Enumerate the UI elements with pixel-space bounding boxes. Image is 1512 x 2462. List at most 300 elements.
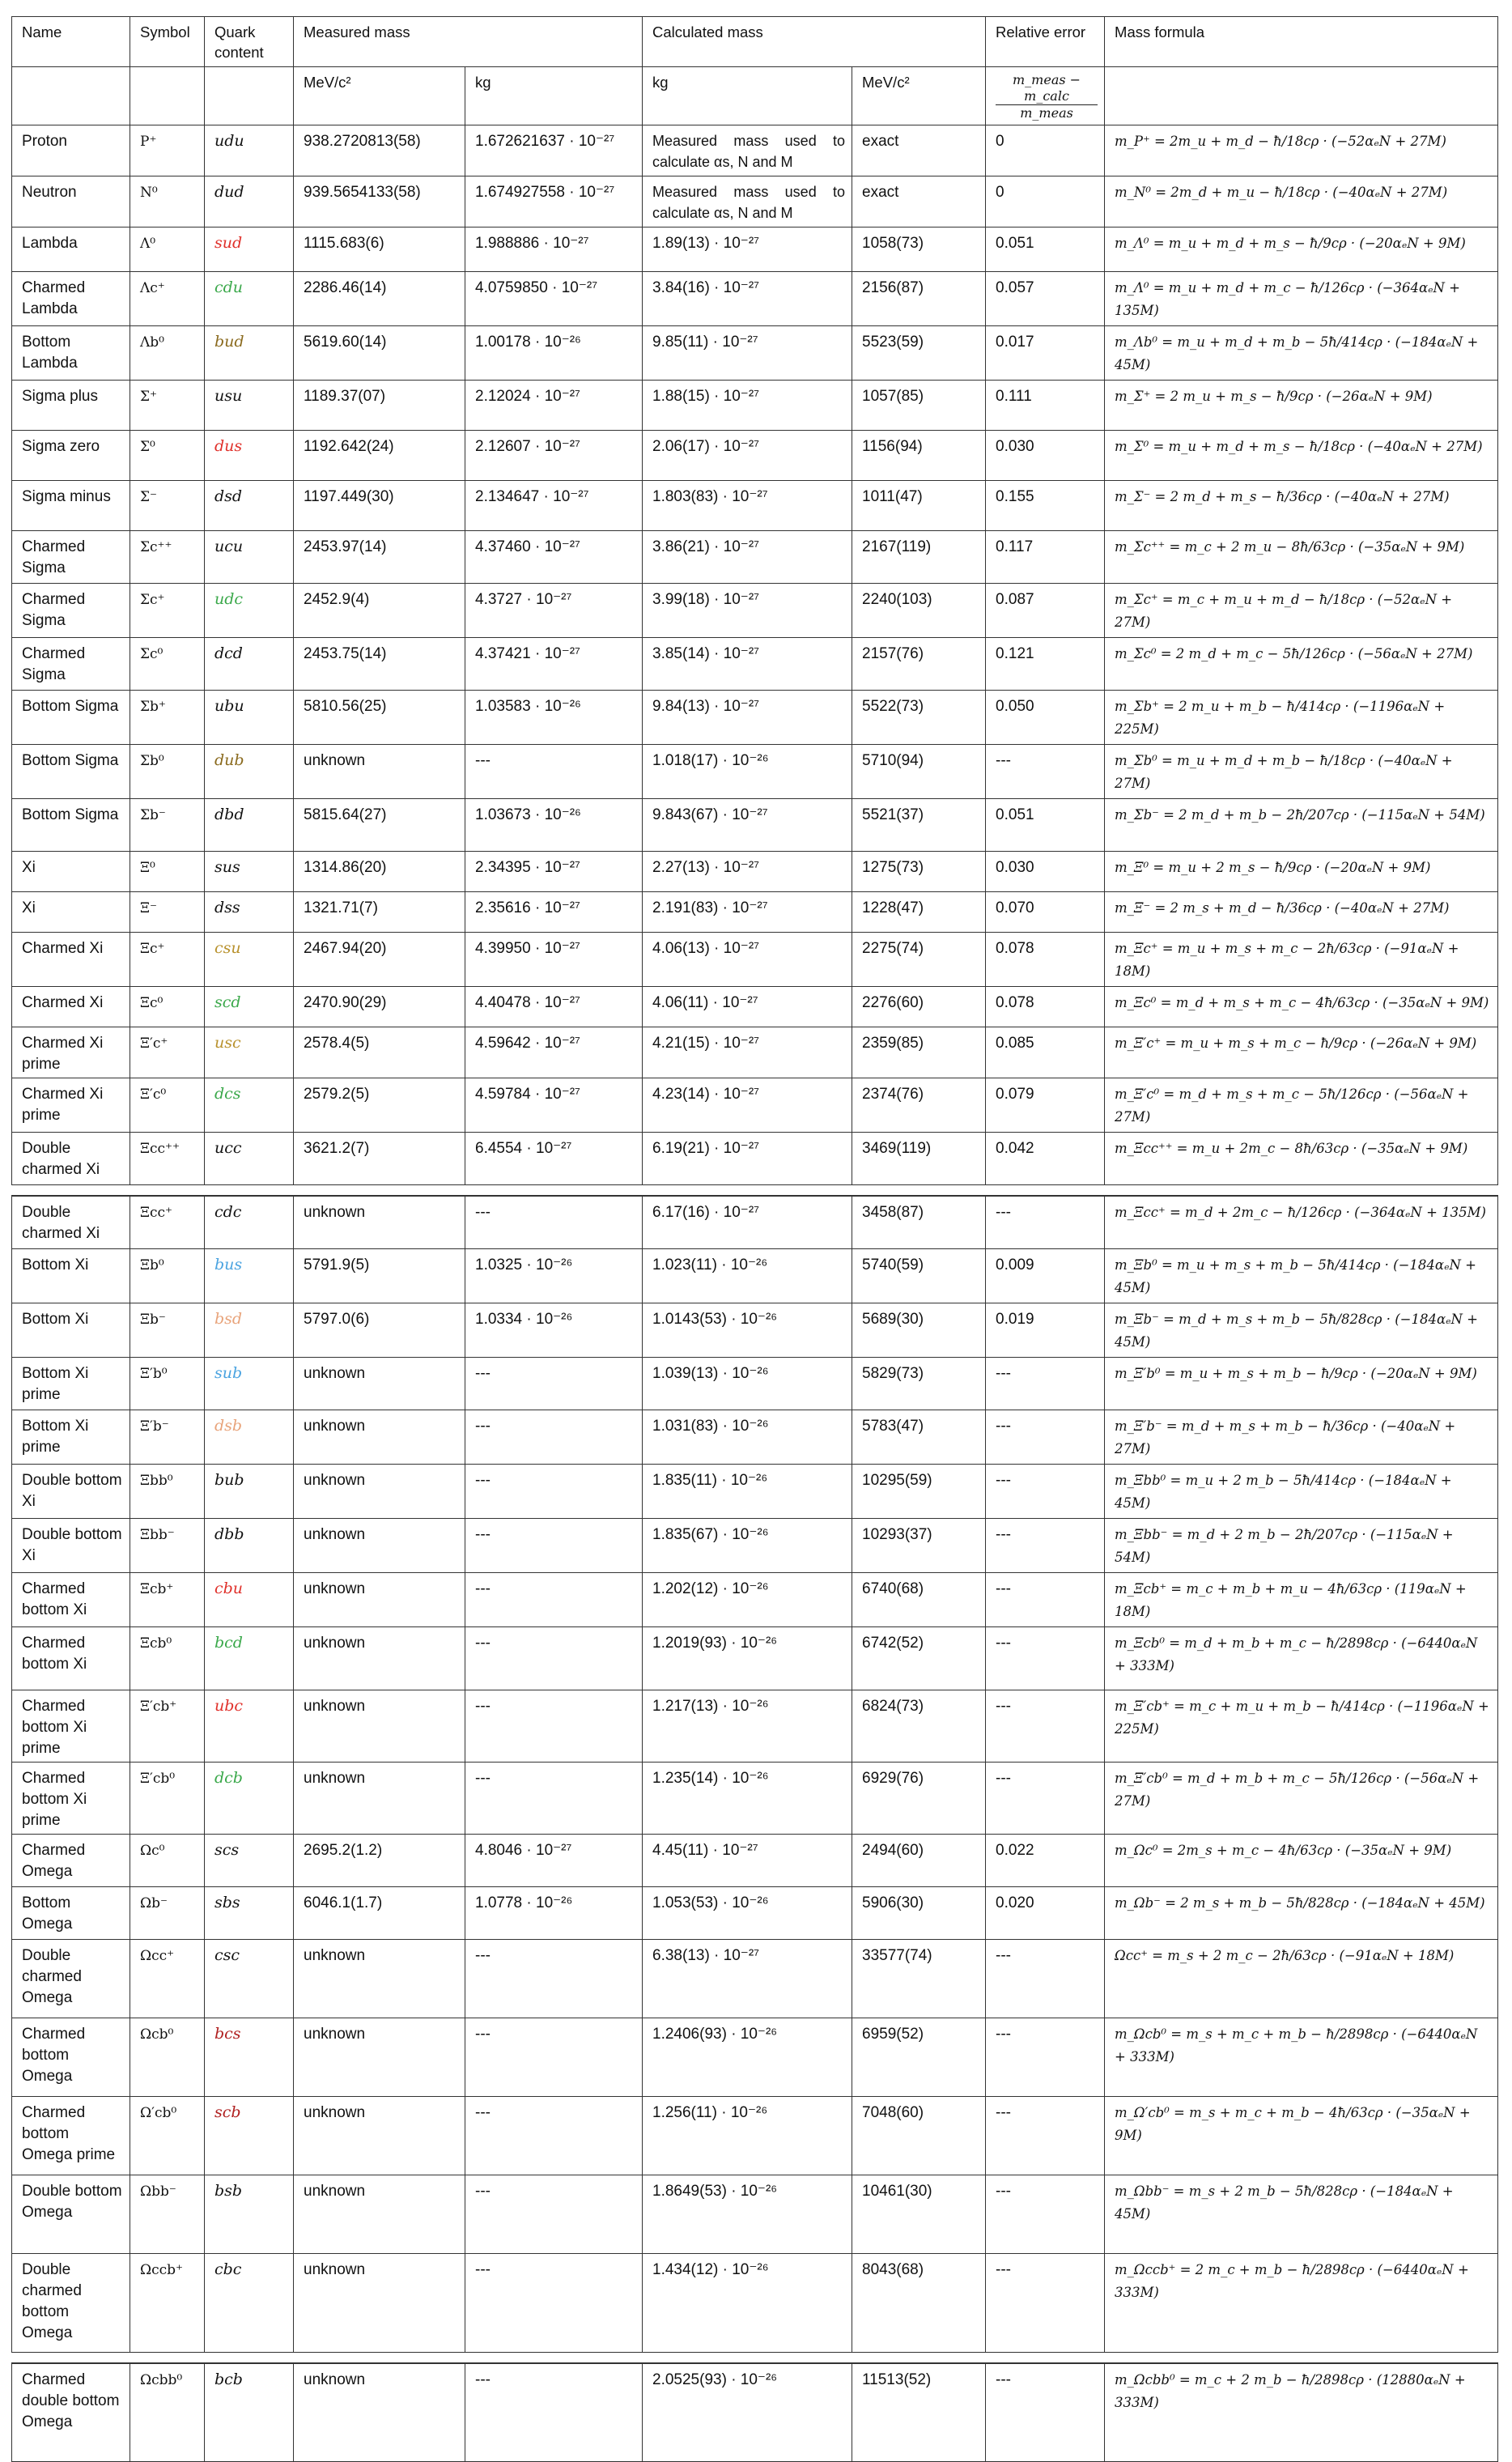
mass-formula: m_Σc⁺⁺ = m_c + 2 m_u − 8ħ/63cρ · (−35αₑN + 9M) bbox=[1115, 539, 1465, 555]
relative-error-value-cell bbox=[986, 2018, 1105, 2096]
table-row bbox=[12, 584, 1498, 638]
calculated-mass-mev: 1228(47) bbox=[862, 899, 924, 916]
calculated-mass-kg: 1.031(83) · 10⁻²⁶ bbox=[652, 1417, 769, 1435]
relative-error-value-cell bbox=[986, 2363, 1105, 2462]
particle-symbol: Ξ′c⁺ bbox=[140, 1035, 168, 1052]
particle-symbol: Ξ⁻ bbox=[140, 900, 157, 916]
mass-formula-cell bbox=[1105, 1572, 1498, 1626]
measured-mass-kg-cell bbox=[465, 2096, 643, 2175]
relative-error-value-cell bbox=[986, 1626, 1105, 1690]
mass-formula-cell bbox=[1105, 584, 1498, 638]
header-calculated-mass: Calculated mass bbox=[643, 17, 986, 67]
table-group-separator bbox=[12, 2352, 1498, 2363]
calculated-mass-mev-cell bbox=[852, 531, 986, 584]
relative-error-value-cell bbox=[986, 272, 1105, 326]
particle-name-cell bbox=[12, 431, 130, 481]
particle-name: Charmed Xi bbox=[22, 940, 104, 957]
particle-symbol: Ωc⁰ bbox=[140, 1842, 165, 1859]
calculated-mass-kg-cell bbox=[643, 381, 852, 431]
calculated-mass-mev-cell bbox=[852, 1303, 986, 1357]
quark-content: usu bbox=[214, 387, 243, 405]
mass-formula-cell bbox=[1105, 933, 1498, 987]
group-gap bbox=[12, 2352, 1498, 2363]
mass-formula-cell bbox=[1105, 1248, 1498, 1303]
table-row bbox=[12, 176, 1498, 227]
calculated-mass-kg: 1.89(13) · 10⁻²⁷ bbox=[652, 235, 760, 252]
measured-mass-kg: 4.3727 · 10⁻²⁷ bbox=[475, 591, 572, 608]
calculated-mass-mev-cell bbox=[852, 852, 986, 892]
table-row bbox=[12, 1196, 1498, 1248]
relative-error-value-cell bbox=[986, 176, 1105, 227]
mass-formula-cell bbox=[1105, 1464, 1498, 1518]
calculated-mass-mev-cell bbox=[852, 1939, 986, 2018]
measured-mass-mev: 5815.64(27) bbox=[304, 806, 387, 823]
particle-name-cell bbox=[12, 125, 130, 176]
particle-symbol-cell bbox=[130, 1886, 205, 1939]
measured-mass-kg-cell bbox=[465, 1939, 643, 2018]
particle-name-cell bbox=[12, 1939, 130, 2018]
calculated-mass-kg: 2.191(83) · 10⁻²⁷ bbox=[652, 899, 768, 916]
particle-name: Bottom Xi bbox=[22, 1310, 89, 1328]
particle-symbol: Ξ′b⁻ bbox=[140, 1418, 169, 1435]
measured-mass-mev-cell bbox=[294, 892, 465, 933]
quark-content-cell bbox=[205, 1248, 294, 1303]
relative-error-value-cell bbox=[986, 531, 1105, 584]
calculated-mass-kg-cell bbox=[643, 1078, 852, 1133]
calculated-mass-kg: 1.803(83) · 10⁻²⁷ bbox=[652, 488, 768, 505]
particle-name-cell bbox=[12, 481, 130, 531]
particle-name: Bottom Omega bbox=[22, 1894, 73, 1933]
calculated-mass-kg-cell bbox=[643, 1303, 852, 1357]
quark-content-cell bbox=[205, 227, 294, 272]
mass-formula: m_Ωc⁰ = 2m_s + m_c − 4ħ/63cρ · (−35αₑN + 9M) bbox=[1115, 1842, 1452, 1858]
measured-mass-kg-cell bbox=[465, 431, 643, 481]
measured-mass-mev: unknown bbox=[304, 1946, 366, 1964]
mass-formula: m_Ωcbb⁰ = m_c + 2 m_b − ħ/2898cρ · (12880αₑN + 333M) bbox=[1115, 2371, 1466, 2410]
relative-error-value: 0.030 bbox=[996, 859, 1034, 876]
particle-symbol: Σb⁻ bbox=[140, 807, 166, 823]
quark-content: scb bbox=[214, 2103, 241, 2121]
particle-name: Proton bbox=[22, 133, 67, 150]
particle-name-cell bbox=[12, 691, 130, 745]
measured-mass-kg-cell bbox=[465, 1572, 643, 1626]
calculated-mass-kg-cell bbox=[643, 933, 852, 987]
mass-formula: m_Ω′cb⁰ = m_s + m_c + m_b − 4ħ/63cρ · (−35αₑN + 9M) bbox=[1115, 2104, 1471, 2143]
particle-name-cell bbox=[12, 1572, 130, 1626]
measured-mass-kg: 4.0759850 · 10⁻²⁷ bbox=[475, 279, 598, 296]
measured-mass-mev: 1192.642(24) bbox=[304, 438, 394, 455]
calculated-mass-kg: 6.38(13) · 10⁻²⁷ bbox=[652, 1946, 760, 1964]
particle-symbol: Ξc⁺ bbox=[140, 941, 165, 957]
measured-mass-mev: unknown bbox=[304, 1204, 366, 1221]
particle-symbol: Ξ⁰ bbox=[140, 860, 155, 876]
measured-mass-kg: 1.0325 · 10⁻²⁶ bbox=[475, 1256, 573, 1274]
measured-mass-mev-cell bbox=[294, 638, 465, 691]
particle-symbol-cell bbox=[130, 1762, 205, 1834]
calculated-mass-mev: 1057(85) bbox=[862, 388, 924, 405]
mass-formula: m_Ξb⁻ = m_d + m_s + m_b − 5ħ/828cρ · (−184αₑN + 45M) bbox=[1115, 1311, 1478, 1350]
relative-error-value-cell bbox=[986, 326, 1105, 381]
relative-error-value: --- bbox=[996, 1769, 1012, 1787]
mass-formula: m_Ωccb⁺ = 2 m_c + m_b − ħ/2898cρ · (−6440αₑN + 333M) bbox=[1115, 2261, 1469, 2300]
measured-mass-kg-cell bbox=[465, 1027, 643, 1078]
calculated-mass-mev-cell bbox=[852, 987, 986, 1027]
mass-formula-cell bbox=[1105, 1196, 1498, 1248]
calculated-mass-kg: Measured mass used to calculate αs, N and M bbox=[652, 184, 846, 221]
quark-content: dss bbox=[214, 899, 240, 916]
table-row bbox=[12, 2096, 1498, 2175]
calculated-mass-mev-cell bbox=[852, 1248, 986, 1303]
particle-name-cell bbox=[12, 1303, 130, 1357]
particle-name-cell bbox=[12, 1027, 130, 1078]
calculated-mass-mev: 7048(60) bbox=[862, 2103, 924, 2121]
particle-symbol-cell bbox=[130, 745, 205, 799]
relative-error-value-cell bbox=[986, 1357, 1105, 1410]
mass-formula: m_Σc⁺ = m_c + m_u + m_d − ħ/18cρ · (−52αₑN + 27M) bbox=[1115, 592, 1453, 630]
quark-content-cell bbox=[205, 691, 294, 745]
relative-error-value: 0.030 bbox=[996, 438, 1034, 455]
relative-error-value-cell bbox=[986, 2253, 1105, 2352]
table-row bbox=[12, 1410, 1498, 1464]
calculated-mass-mev: 5906(30) bbox=[862, 1894, 924, 1911]
measured-mass-kg: 1.988886 · 10⁻²⁷ bbox=[475, 235, 589, 252]
calculated-mass-mev: 33577(74) bbox=[862, 1946, 932, 1964]
measured-mass-kg-cell bbox=[465, 2175, 643, 2253]
calculated-mass-kg-cell bbox=[643, 1248, 852, 1303]
particle-name-cell bbox=[12, 1410, 130, 1464]
measured-mass-mev-cell bbox=[294, 987, 465, 1027]
particle-name-cell bbox=[12, 1762, 130, 1834]
measured-mass-mev-cell bbox=[294, 1133, 465, 1185]
particle-symbol: Ξ′b⁰ bbox=[140, 1365, 168, 1382]
measured-mass-kg-cell bbox=[465, 1762, 643, 1834]
mass-formula-cell bbox=[1105, 1626, 1498, 1690]
particle-name-cell bbox=[12, 1357, 130, 1410]
measured-mass-mev: 2467.94(20) bbox=[304, 940, 387, 957]
table-row bbox=[12, 1464, 1498, 1518]
particle-symbol: Σc⁺ bbox=[140, 592, 165, 608]
measured-mass-mev-cell bbox=[294, 1410, 465, 1464]
table-row bbox=[12, 1133, 1498, 1185]
calculated-mass-kg-cell bbox=[643, 1886, 852, 1939]
measured-mass-kg-cell bbox=[465, 892, 643, 933]
calculated-mass-kg-cell bbox=[643, 176, 852, 227]
measured-mass-kg: 1.03673 · 10⁻²⁶ bbox=[475, 806, 581, 823]
particle-name-cell bbox=[12, 1133, 130, 1185]
particle-symbol-cell bbox=[130, 987, 205, 1027]
mass-formula-cell bbox=[1105, 2363, 1498, 2462]
calculated-mass-mev-cell bbox=[852, 1410, 986, 1464]
particle-symbol: Λc⁺ bbox=[140, 280, 165, 296]
quark-content: dus bbox=[214, 437, 243, 455]
measured-mass-mev: unknown bbox=[304, 1417, 366, 1435]
calculated-mass-kg-cell bbox=[643, 1762, 852, 1834]
particle-symbol: P⁺ bbox=[140, 134, 157, 150]
mass-formula-cell bbox=[1105, 1690, 1498, 1762]
measured-mass-kg-cell bbox=[465, 1690, 643, 1762]
particle-name-cell bbox=[12, 1078, 130, 1133]
calculated-mass-mev: exact bbox=[862, 133, 899, 150]
mass-formula-cell bbox=[1105, 638, 1498, 691]
measured-mass-kg: 1.0778 · 10⁻²⁶ bbox=[475, 1894, 573, 1911]
relative-error-value: 0.020 bbox=[996, 1894, 1034, 1911]
relative-error-definition bbox=[986, 67, 1105, 125]
calculated-mass-kg-cell bbox=[643, 2253, 852, 2352]
measured-mass-kg-cell bbox=[465, 176, 643, 227]
measured-mass-kg: --- bbox=[475, 2371, 491, 2388]
calculated-mass-kg: 1.217(13) · 10⁻²⁶ bbox=[652, 1697, 769, 1715]
mass-formula: m_Ξ′cb⁺ = m_c + m_u + m_b − ħ/414cρ · (−1196αₑN + 225M) bbox=[1115, 1698, 1489, 1737]
measured-mass-mev-cell bbox=[294, 691, 465, 745]
measured-mass-mev: 3621.2(7) bbox=[304, 1140, 370, 1157]
relative-error-value-cell bbox=[986, 125, 1105, 176]
calculated-mass-kg-cell bbox=[643, 431, 852, 481]
measured-mass-mev-cell bbox=[294, 2096, 465, 2175]
calculated-mass-mev: 3458(87) bbox=[862, 1204, 924, 1221]
mass-formula-cell bbox=[1105, 987, 1498, 1027]
measured-mass-kg: 1.00178 · 10⁻²⁶ bbox=[475, 334, 581, 351]
measured-mass-kg-cell bbox=[465, 2363, 643, 2462]
header-row bbox=[12, 17, 1498, 67]
calculated-mass-mev: 5740(59) bbox=[862, 1256, 924, 1274]
particle-name: Bottom Xi bbox=[22, 1256, 89, 1274]
particle-symbol-cell bbox=[130, 892, 205, 933]
calculated-mass-kg-cell bbox=[643, 227, 852, 272]
unit-empty bbox=[130, 67, 205, 125]
quark-content-cell bbox=[205, 1572, 294, 1626]
calculated-mass-kg-cell bbox=[643, 1464, 852, 1518]
mass-formula: m_Ξcb⁺ = m_c + m_b + m_u − 4ħ/63cρ · (119αₑN + 18M) bbox=[1115, 1580, 1467, 1619]
quark-content-cell bbox=[205, 2363, 294, 2462]
mass-formula-cell bbox=[1105, 799, 1498, 852]
particle-name: Charmed bottom Omega prime bbox=[22, 2103, 116, 2163]
relative-error-value-cell bbox=[986, 2175, 1105, 2253]
measured-mass-mev: unknown bbox=[304, 2025, 366, 2043]
table-row bbox=[12, 933, 1498, 987]
unit-row bbox=[12, 67, 1498, 125]
particle-name-cell bbox=[12, 933, 130, 987]
mass-formula: m_Ωcb⁰ = m_s + m_c + m_b − ħ/2898cρ · (−6440αₑN + 333M) bbox=[1115, 2026, 1478, 2064]
calculated-mass-mev: 2374(76) bbox=[862, 1086, 924, 1103]
particle-name-cell bbox=[12, 1626, 130, 1690]
relative-error-value: --- bbox=[996, 2260, 1012, 2278]
calculated-mass-mev-cell bbox=[852, 691, 986, 745]
relative-error-value-cell bbox=[986, 1303, 1105, 1357]
calculated-mass-mev-cell bbox=[852, 125, 986, 176]
calculated-mass-mev: 2240(103) bbox=[862, 591, 932, 608]
header-mass-formula: Mass formula bbox=[1105, 17, 1498, 67]
relative-error-value-cell bbox=[986, 1248, 1105, 1303]
measured-mass-kg: --- bbox=[475, 1580, 491, 1597]
relative-error-value-cell bbox=[986, 1762, 1105, 1834]
measured-mass-kg-cell bbox=[465, 987, 643, 1027]
header-quark-content: Quark content bbox=[205, 17, 294, 67]
particle-name: Charmed Lambda bbox=[22, 279, 86, 317]
table-row bbox=[12, 531, 1498, 584]
calculated-mass-kg: 4.21(15) · 10⁻²⁷ bbox=[652, 1035, 760, 1052]
particle-symbol-cell bbox=[130, 584, 205, 638]
particle-symbol-cell bbox=[130, 125, 205, 176]
mass-formula: m_Ξbb⁻ = m_d + 2 m_b − 2ħ/207cρ · (−115αₑN + 54M) bbox=[1115, 1526, 1454, 1565]
particle-symbol-cell bbox=[130, 1248, 205, 1303]
particle-symbol-cell bbox=[130, 638, 205, 691]
mass-formula: m_Ξ′b⁻ = m_d + m_s + m_b − ħ/36cρ · (−40αₑN + 27M) bbox=[1115, 1418, 1456, 1456]
particle-symbol: Σ⁰ bbox=[140, 439, 155, 455]
relative-error-value: 0 bbox=[996, 133, 1004, 150]
relative-error-value: --- bbox=[996, 1697, 1012, 1715]
quark-content: bcb bbox=[214, 2370, 243, 2388]
calculated-mass-mev-cell bbox=[852, 481, 986, 531]
table-group-separator bbox=[12, 1185, 1498, 1197]
calculated-mass-kg-cell bbox=[643, 2363, 852, 2462]
quark-content-cell bbox=[205, 799, 294, 852]
relative-error-value: 0.155 bbox=[996, 488, 1034, 505]
relative-error-fraction bbox=[996, 72, 1098, 121]
particle-name: Neutron bbox=[22, 184, 77, 201]
measured-mass-kg-cell bbox=[465, 852, 643, 892]
mass-formula-cell bbox=[1105, 431, 1498, 481]
particle-symbol: Σ⁻ bbox=[140, 489, 157, 505]
calculated-mass-mev-cell bbox=[852, 2018, 986, 2096]
table-row bbox=[12, 2018, 1498, 2096]
calculated-mass-kg: 3.84(16) · 10⁻²⁷ bbox=[652, 279, 760, 296]
particle-symbol: Λb⁰ bbox=[140, 334, 164, 351]
measured-mass-kg-cell bbox=[465, 1196, 643, 1248]
particle-name: Charmed Omega bbox=[22, 1841, 86, 1880]
measured-mass-mev-cell bbox=[294, 326, 465, 381]
table-row bbox=[12, 1518, 1498, 1572]
relative-error-value: 0.085 bbox=[996, 1035, 1034, 1052]
measured-mass-mev: unknown bbox=[304, 1769, 366, 1787]
particle-symbol-cell bbox=[130, 431, 205, 481]
particle-name-cell bbox=[12, 1518, 130, 1572]
particle-name: Charmed Sigma bbox=[22, 591, 86, 629]
calculated-mass-mev-cell bbox=[852, 1834, 986, 1886]
quark-content: bcd bbox=[214, 1633, 243, 1652]
table-row bbox=[12, 1248, 1498, 1303]
calculated-mass-mev-cell bbox=[852, 2175, 986, 2253]
particle-symbol-cell bbox=[130, 531, 205, 584]
table-row bbox=[12, 431, 1498, 481]
measured-mass-mev-cell bbox=[294, 272, 465, 326]
particle-symbol: Ξb⁰ bbox=[140, 1257, 164, 1274]
particle-symbol: Ωcc⁺ bbox=[140, 1947, 175, 1964]
measured-mass-kg-cell bbox=[465, 481, 643, 531]
calculated-mass-kg-cell bbox=[643, 1196, 852, 1248]
calculated-mass-kg-cell bbox=[643, 892, 852, 933]
calculated-mass-kg-cell bbox=[643, 2175, 852, 2253]
relative-error-value-cell bbox=[986, 1133, 1105, 1185]
quark-content-cell bbox=[205, 2096, 294, 2175]
mass-formula-cell bbox=[1105, 1303, 1498, 1357]
measured-mass-kg-cell bbox=[465, 1518, 643, 1572]
quark-content-cell bbox=[205, 1196, 294, 1248]
calculated-mass-kg: 9.84(13) · 10⁻²⁷ bbox=[652, 698, 760, 715]
measured-mass-mev-cell bbox=[294, 799, 465, 852]
relative-error-value: 0.057 bbox=[996, 279, 1034, 296]
calculated-mass-mev: 3469(119) bbox=[862, 1140, 932, 1157]
measured-mass-mev-cell bbox=[294, 2363, 465, 2462]
measured-mass-mev: 1197.449(30) bbox=[304, 488, 394, 505]
particle-symbol-cell bbox=[130, 1357, 205, 1410]
particle-symbol: Ωccb⁺ bbox=[140, 2261, 183, 2278]
particle-symbol-cell bbox=[130, 2363, 205, 2462]
particle-name-cell bbox=[12, 2253, 130, 2352]
table-row bbox=[12, 1572, 1498, 1626]
measured-mass-kg: 4.8046 · 10⁻²⁷ bbox=[475, 1841, 572, 1859]
measured-mass-mev-cell bbox=[294, 227, 465, 272]
particle-name: Double bottom Xi bbox=[22, 1471, 122, 1510]
quark-content-cell bbox=[205, 125, 294, 176]
relative-error-value: 0.051 bbox=[996, 235, 1034, 252]
relative-error-value-cell bbox=[986, 1886, 1105, 1939]
quark-content: bsd bbox=[214, 1309, 243, 1328]
particle-name: Charmed bottom Xi prime bbox=[22, 1697, 87, 1757]
relative-error-value-cell bbox=[986, 1410, 1105, 1464]
measured-mass-kg-cell bbox=[465, 584, 643, 638]
quark-content: sub bbox=[214, 1363, 243, 1382]
calculated-mass-kg: 4.23(14) · 10⁻²⁷ bbox=[652, 1086, 760, 1103]
measured-mass-kg: --- bbox=[475, 1471, 491, 1489]
measured-mass-mev-cell bbox=[294, 1762, 465, 1834]
measured-mass-mev-cell bbox=[294, 431, 465, 481]
particle-name: Sigma zero bbox=[22, 438, 100, 455]
particle-symbol-cell bbox=[130, 1464, 205, 1518]
calculated-mass-kg-cell bbox=[643, 125, 852, 176]
measured-mass-mev: 2452.9(4) bbox=[304, 591, 370, 608]
calculated-mass-mev-cell bbox=[852, 638, 986, 691]
measured-mass-kg: 2.12607 · 10⁻²⁷ bbox=[475, 438, 580, 455]
quark-content-cell bbox=[205, 1133, 294, 1185]
calculated-mass-mev: 6824(73) bbox=[862, 1697, 924, 1715]
quark-content-cell bbox=[205, 2175, 294, 2253]
calculated-mass-kg-cell bbox=[643, 1690, 852, 1762]
particle-symbol: Ξ′cb⁺ bbox=[140, 1698, 177, 1715]
quark-content: ubc bbox=[214, 1696, 244, 1715]
table-row bbox=[12, 1762, 1498, 1834]
relative-error-value-cell bbox=[986, 638, 1105, 691]
particle-symbol: Σ⁺ bbox=[140, 389, 157, 405]
particle-symbol: Ξbb⁰ bbox=[140, 1472, 173, 1489]
calculated-mass-kg: 1.835(11) · 10⁻²⁶ bbox=[652, 1471, 768, 1489]
quark-content-cell bbox=[205, 1027, 294, 1078]
measured-mass-kg: --- bbox=[475, 1769, 491, 1787]
quark-content: csu bbox=[214, 939, 241, 957]
table-row bbox=[12, 326, 1498, 381]
calculated-mass-mev-cell bbox=[852, 2096, 986, 2175]
quark-content-cell bbox=[205, 381, 294, 431]
relative-error-value: 0.042 bbox=[996, 1140, 1034, 1157]
mass-formula-cell bbox=[1105, 1886, 1498, 1939]
measured-mass-kg-cell bbox=[465, 1357, 643, 1410]
relative-error-value: 0.017 bbox=[996, 334, 1034, 351]
mass-formula-cell bbox=[1105, 2096, 1498, 2175]
particle-symbol-cell bbox=[130, 691, 205, 745]
table-row bbox=[12, 272, 1498, 326]
particle-symbol: Ωcb⁰ bbox=[140, 2026, 174, 2043]
particle-name: Bottom Sigma bbox=[22, 698, 119, 715]
calculated-mass-kg: 1.835(67) · 10⁻²⁶ bbox=[652, 1525, 769, 1543]
measured-mass-kg: --- bbox=[475, 1525, 491, 1543]
calculated-mass-mev: 2494(60) bbox=[862, 1841, 924, 1859]
measured-mass-kg-cell bbox=[465, 272, 643, 326]
calculated-mass-mev-cell bbox=[852, 227, 986, 272]
measured-mass-mev: unknown bbox=[304, 1525, 366, 1543]
mass-formula: m_Ξbb⁰ = m_u + 2 m_b − 5ħ/414cρ · (−184αₑN + 45M) bbox=[1115, 1472, 1452, 1511]
relative-error-value: --- bbox=[996, 2103, 1012, 2121]
measured-mass-mev: 5619.60(14) bbox=[304, 334, 387, 351]
mass-formula: m_Ξc⁺ = m_u + m_s + m_c − 2ħ/63cρ · (−91αₑN + 18M) bbox=[1115, 941, 1459, 979]
